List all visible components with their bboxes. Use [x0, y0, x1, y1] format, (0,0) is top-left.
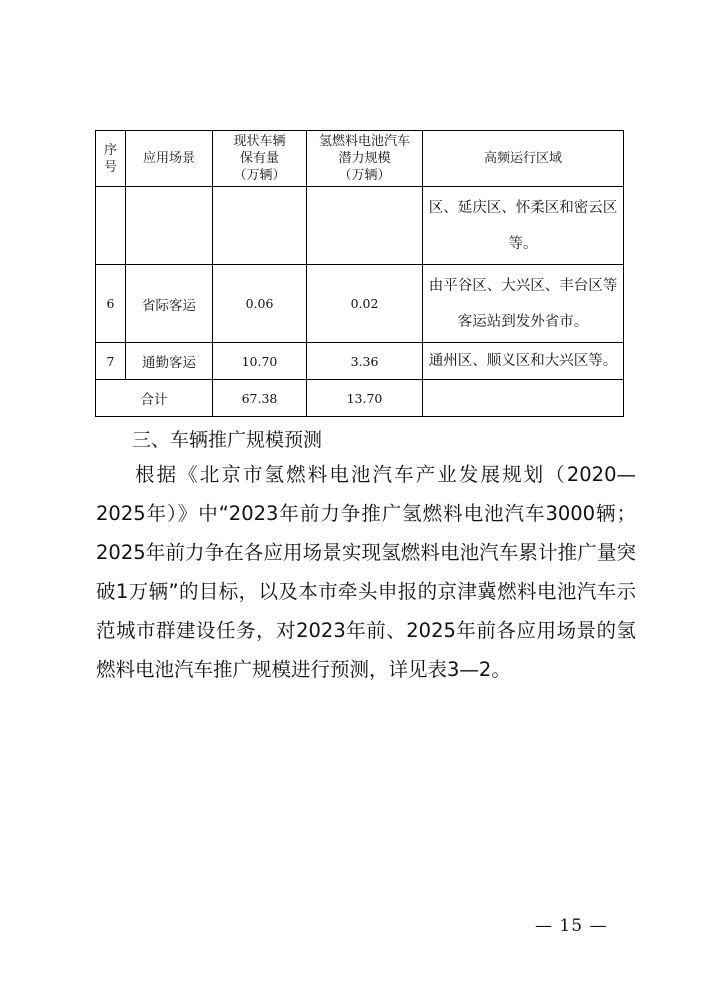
- cell-region: 通州区、顺义区和大兴区等。: [423, 343, 624, 380]
- body-paragraph: 根据《北京市氢燃料电池汽车产业发展规划（2020—2025年）》中“2023年前力争推广氢燃料电池汽车3000辆；2025年前力争在各应用场景实现氢燃料电池汽车累计推广量突破1万辆”的目标，以及本市牵头申报的京津冀燃料电池汽车示范城市群建设任务，对2023年前、2025年前各应用场景的氢燃料电池汽车推广规模进行预测，详见表3—2。: [96, 463, 636, 681]
- cell-region: 由平谷区、大兴区、丰台区等客运站到发外省市。: [423, 265, 624, 343]
- cell-potential: [307, 187, 423, 265]
- cell-scene: 通勤客运: [126, 343, 213, 380]
- table-row: [96, 265, 624, 343]
- cell-index: 7: [96, 343, 126, 380]
- table-row: [96, 343, 624, 380]
- cell-index: [96, 187, 126, 265]
- table-row: [96, 187, 624, 265]
- cell-scene: 省际客运: [126, 265, 213, 343]
- total-potential: 13.70: [307, 380, 423, 417]
- cell-region: 区、延庆区、怀柔区和密云区等。: [423, 187, 624, 265]
- header-index: 序 号: [96, 131, 126, 187]
- total-current: 67.38: [213, 380, 307, 417]
- cell-current: 10.70: [213, 343, 307, 380]
- header-region: 高频运行区域: [423, 131, 624, 187]
- cell-current: [213, 187, 307, 265]
- header-potential: 氢燃料电池汽车 潜力规模 （万辆）: [307, 131, 423, 187]
- cell-potential: 3.36: [307, 343, 423, 380]
- cell-potential: 0.02: [307, 265, 423, 343]
- vehicle-scale-table: [95, 130, 624, 417]
- header-scene: 应用场景: [126, 131, 213, 187]
- total-label: 合计: [96, 380, 213, 417]
- cell-scene: [126, 187, 213, 265]
- cell-current: 0.06: [213, 265, 307, 343]
- section-heading: 三、车辆推广规模预测: [132, 429, 323, 451]
- cell-index: 6: [96, 265, 126, 343]
- page-number: — 15 —: [535, 916, 608, 936]
- table-total-row: [96, 380, 624, 417]
- total-region: [423, 380, 624, 417]
- header-current: 现状车辆 保有量 （万辆）: [213, 131, 307, 187]
- table-header-row: [96, 131, 624, 187]
